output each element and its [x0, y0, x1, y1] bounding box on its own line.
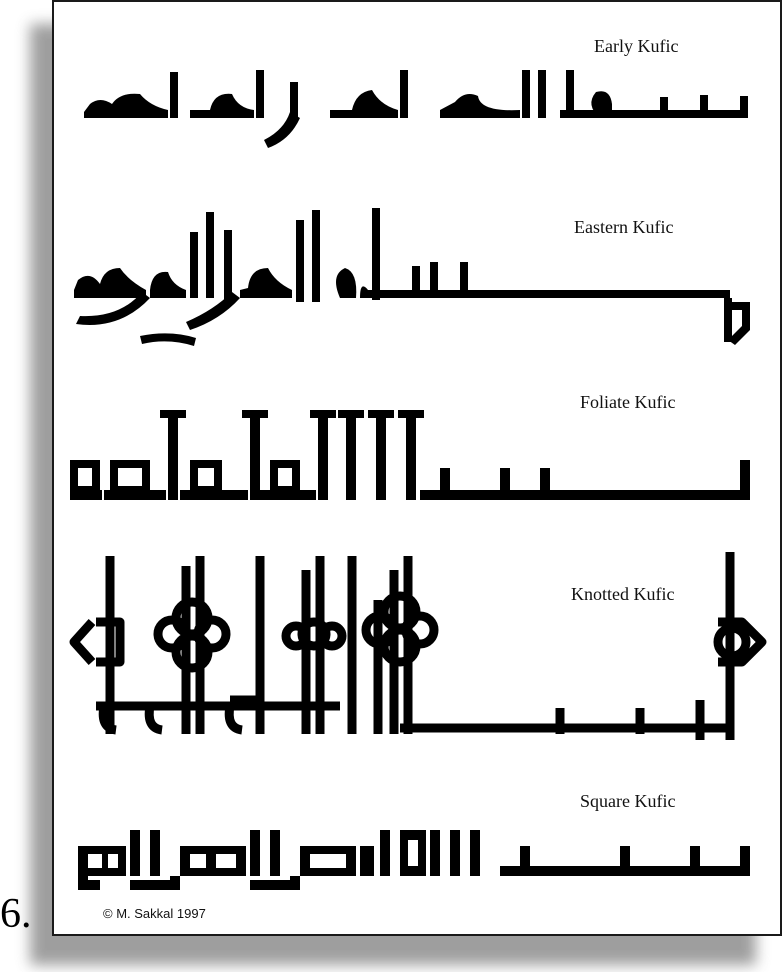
label-eastern-kufic: Eastern Kufic	[574, 217, 674, 237]
label-early-kufic: Early Kufic	[594, 36, 679, 56]
label-knotted-kufic: Knotted Kufic	[571, 584, 675, 604]
knotted-kufic-calligraphy	[74, 552, 762, 740]
figure-number: 6.	[0, 891, 32, 937]
label-foliate-kufic: Foliate Kufic	[580, 392, 676, 412]
eastern-kufic-calligraphy	[74, 208, 750, 346]
early-kufic-calligraphy	[84, 70, 748, 148]
label-square-kufic: Square Kufic	[580, 791, 676, 811]
copyright-notice: © M. Sakkal 1997	[103, 906, 206, 921]
square-kufic-calligraphy	[78, 830, 750, 890]
foliate-kufic-calligraphy	[70, 410, 750, 500]
